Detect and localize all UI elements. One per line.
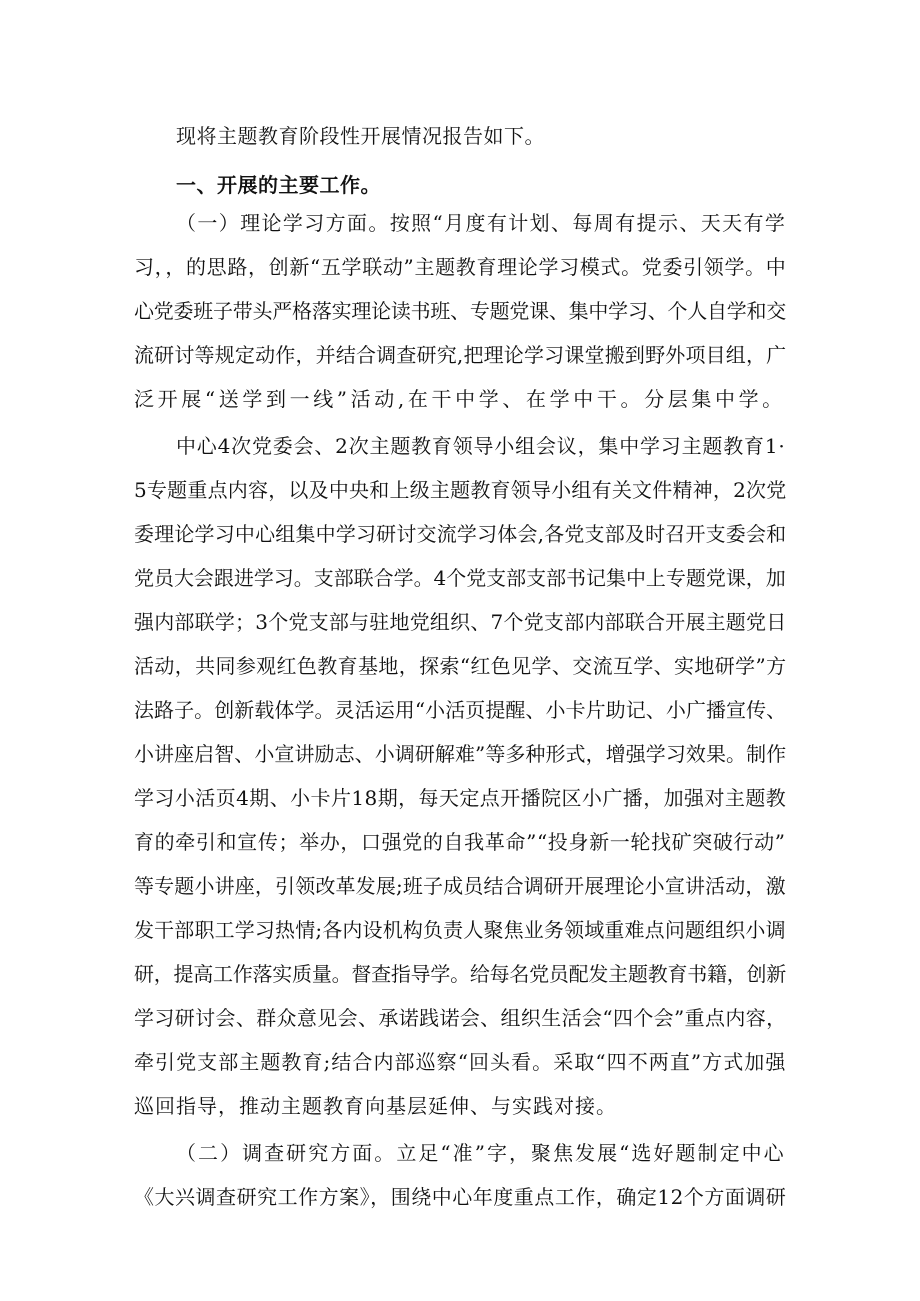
para2-line: 学习研讨会、群众意见会、承诺践诺会、组织生活会“四个会”重点内容， [134,1006,787,1030]
para1-line: 泛开展“送学到一线”活动,在干中学、在学中干。分层集中学。 [134,387,786,411]
para2-line: 牵引党支部主题教育;结合内部巡察“回头看。采取“四不两直”方式加强 [134,1050,787,1074]
para2-line: 活动，共同参观红色教育基地，探索“红色见学、交流互学、实地研学”方 [134,654,787,678]
para2-line: 强内部联学；3个党支部与驻地党组织、7个党支部内部联合开展主题党日 [134,610,787,634]
para1-line: 流研讨等规定动作，并结合调查研究,把理论学习课堂搬到野外项目组，广 [134,343,787,367]
para1-line: 习，，的思路，创新“五学联动”主题教育理论学习模式。党委引领学。中 [134,255,787,279]
para2-line: 育的牵引和宣传；举办，口强党的自我革命”“投身新一轮找矿突破行动” [134,830,786,854]
para3-line: （二）调查研究方面。立足“准”字，聚焦发展“选好题制定中心 [176,1141,786,1165]
section-heading: 一、开展的主要工作。 [176,173,381,197]
para2-line: 党员大会跟进学习。支部联合学。4个党支部支部书记集中上专题党课，加 [134,566,786,590]
para2-line: 小讲座启智、小宣讲励志、小调研解难”等多种形式，增强学习效果。制作 [134,742,787,766]
para1-line: 心党委班子带头严格落实理论读书班、专题党课、集中学习、个人自学和交 [134,299,786,323]
para2-line: 中心4次党委会、2次主题教育领导小组会议，集中学习主题教育1· [176,434,786,458]
para1-line: （一）理论学习方面。按照“月度有计划、每周有提示、天天有学 [176,211,787,235]
para2-line: 研，提高工作落实质量。督查指导学。给每名党员配发主题教育书籍，创新 [134,962,786,986]
para2-line: 学习小活页4期、小卡片18期，每天定点开播院区小广播，加强对主题教 [134,786,787,810]
para2-line: 5专题重点内容，以及中央和上级主题教育领导小组有关文件精神，2次党 [134,478,787,502]
para3-line: 《大兴调查研究工作方案》，围绕中心年度重点工作，确定12个方面调研 [134,1185,787,1209]
para2-line: 法路子。创新载体学。灵活运用“小活页提醒、小卡片助记、小广播宣传、 [134,698,787,722]
para2-line: 发干部职工学习热情;各内设机构负责人聚焦业务领域重难点问题组织小调 [134,918,786,942]
para2-line: 委理论学习中心组集中学习研讨交流学习体会,各党支部及时召开支委会和 [134,522,787,546]
intro-line: 现将主题教育阶段性开展情况报告如下。 [176,124,545,148]
para2-line: 等专题小讲座，引领改革发展;班子成员结合调研开展理论小宣讲活动，激 [134,874,786,898]
para2-line: 巡回指导，推动主题教育向基层延伸、与实践对接。 [134,1094,617,1118]
